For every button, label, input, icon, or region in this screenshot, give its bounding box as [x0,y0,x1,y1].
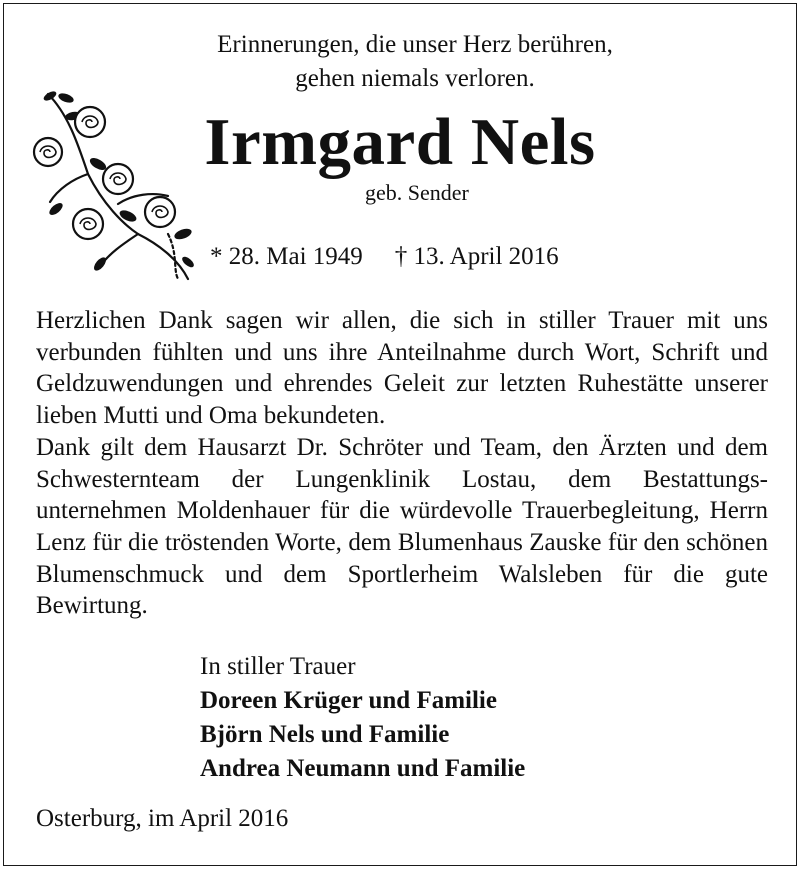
mourners-block [200,650,525,786]
motto-line-1: Erinnerungen, die unser Herz berühren, [217,31,613,58]
mourner-family: Björn Nels und Familie [200,721,450,748]
mourner-family: Andrea Neumann und Familie [200,755,526,782]
motto-line-2: gehen niemals verloren. [295,65,535,92]
life-dates [210,240,559,274]
mourner-family: Doreen Krüger und Familie [200,687,497,714]
death-date: † 13. April 2016 [394,243,559,270]
deceased-name: Irmgard Nels [204,105,596,179]
thanks-paragraph-2: Dank gilt dem Hausarzt Dr. Schröter und Team, den Ärzten und dem Schwesternteam der Lungenklinik Lostau, dem Bestattungs-unternehmen Moldenhauer für die würdevolle Trauerbegleitung, Herrn Lenz für die tröstenden Worte, dem Blumenhaus Zauske für den schönen Blumenschmuck und dem Sportlerheim Walsleben für die gute Bewirtung. [36,433,768,620]
birth-name: geb. Sender [365,180,469,205]
birth-date: * 28. Mai 1949 [210,243,363,270]
mourners-lead: In stiller Trauer [200,653,356,680]
place-and-date: Osterburg, im April 2016 [36,805,289,832]
thanks-text [36,305,768,622]
thanks-paragraph-1: Herzlichen Dank sagen wir allen, die sich in stiller Trauer mit uns verbunden fühlten und uns ihre Anteilnahme durch Wort, Schrift und Geldzuwendungen und ehrendes Geleit zur letzten Ruhestätte unserer lieben Mutti und Oma bekundeten. [36,307,768,430]
